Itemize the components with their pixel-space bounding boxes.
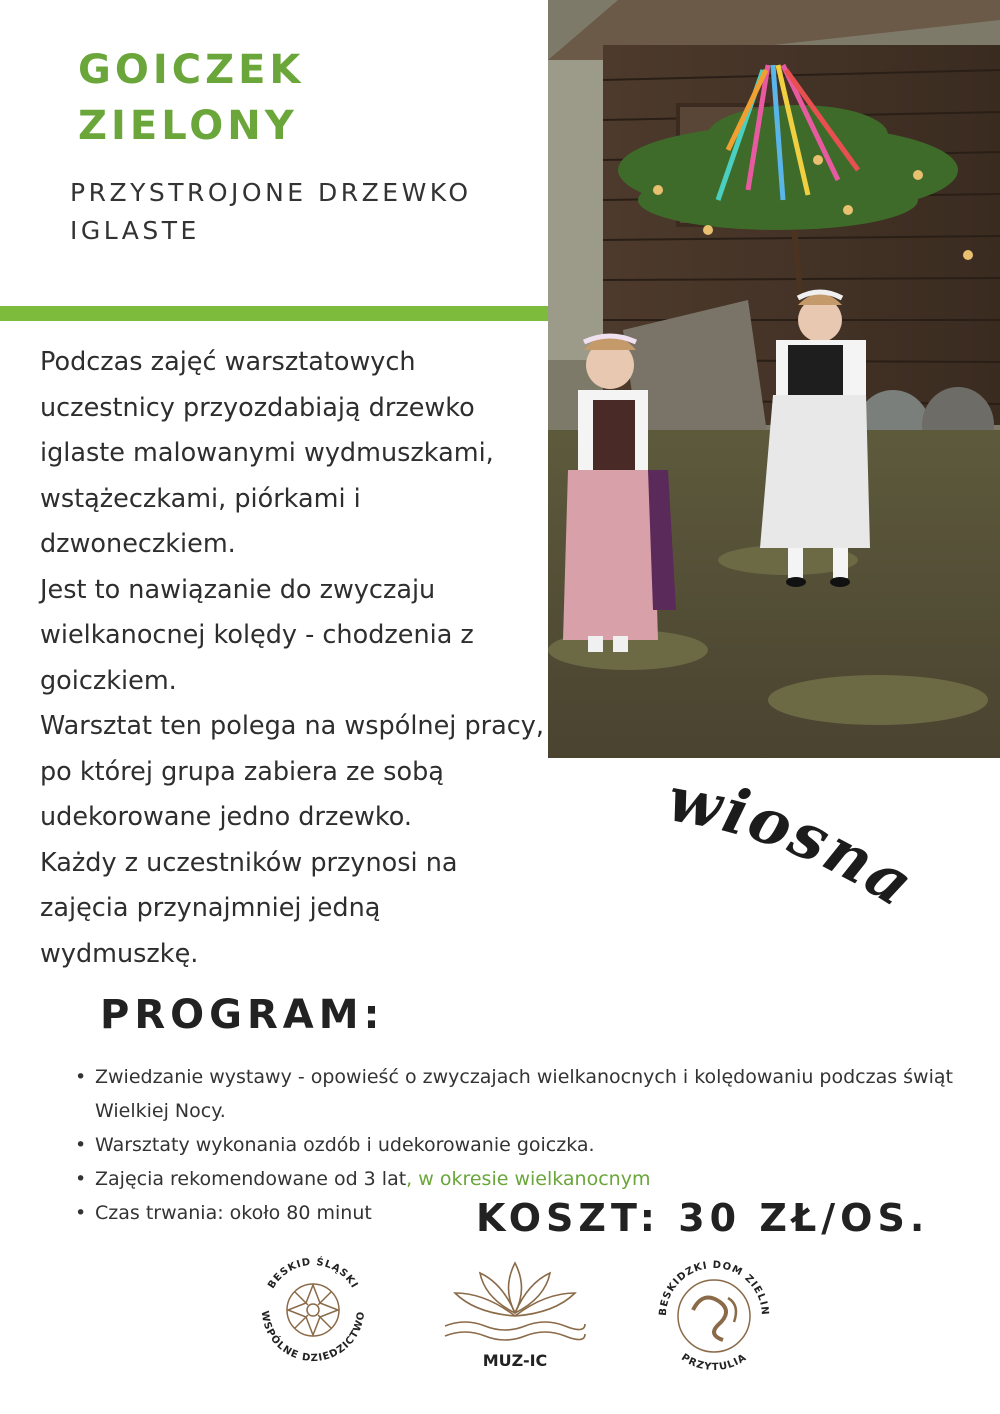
page-subtitle: PRZYSTROJONE DRZEWKO IGLASTE [70,178,472,245]
logo2-text: MUZ-IC [482,1351,548,1370]
page-title [78,42,304,154]
program-item: • Zwiedzanie wystawy - opowieść o zwyczajach wielkanocnych i kolędowaniu podczas świąt Wielkiej Nocy. [75,1060,955,1128]
title-line-1: GOICZEK [78,47,305,93]
title-line-2: ZIELONY [78,103,298,149]
green-divider [0,306,548,321]
season-label-text: wiosna [662,762,928,922]
logo3-text-bottom: PRZYTULIA [679,1352,749,1374]
logo1-text-top: BESKID ŚLĄSKI [266,1256,360,1291]
beskidzki-dom-zielin-logo [648,1250,780,1382]
muz-ic-logo [440,1258,590,1378]
program-item [75,1162,955,1196]
photo-girls-with-goiczek [548,0,1000,758]
svg-text:BESKIDZKI DOM ZIELIN [658,1260,770,1316]
description-paragraph-1: Podczas zajęć warsztatowych uczestnicy przyozdabiają drzewko iglaste malowanymi wydmuszkami, wstążeczkami, piórkami i dzwoneczkiem. [40,347,494,559]
program-item-highlight: , w okresie wielkanocnym [406,1168,651,1190]
description-paragraph-2: Jest to nawiązanie do zwyczaju wielkanocnej kolędy - chodzenia z goiczkiem. [40,574,474,696]
svg-text:wiosna [662,762,927,921]
beskid-slaski-logo [248,1245,378,1375]
description-paragraph-4: Każdy z uczestników przynosi na zajęcia przynajmniej jedną wydmuszkę. [40,847,458,969]
logo3-text-top: BESKIDZKI DOM ZIELIN [657,1259,771,1317]
program-item-text: Zajęcia rekomendowane od 3 lat [95,1168,407,1190]
program-heading: PROGRAM: [100,992,385,1038]
description-paragraph-3: Warsztat ten polega na wspólnej pracy, po której grupa zabiera ze sobą udekorowane jedno drzewko. [40,711,544,832]
logo1-text-bottom: WSPÓLNE DZIEDZICTWO [258,1310,368,1365]
program-item: • Czas trwania: około 80 minut [75,1196,955,1230]
season-label [640,740,940,940]
cost-label: KOSZT: 30 ZŁ/OS. [476,1196,930,1240]
description [40,340,545,977]
program-item: • Warsztaty wykonania ozdób i udekorowanie goiczka. [75,1128,955,1162]
svg-text:PRZYTULIA [679,1352,749,1373]
svg-text:WSPÓLNE DZIEDZICTWO [259,1310,367,1364]
